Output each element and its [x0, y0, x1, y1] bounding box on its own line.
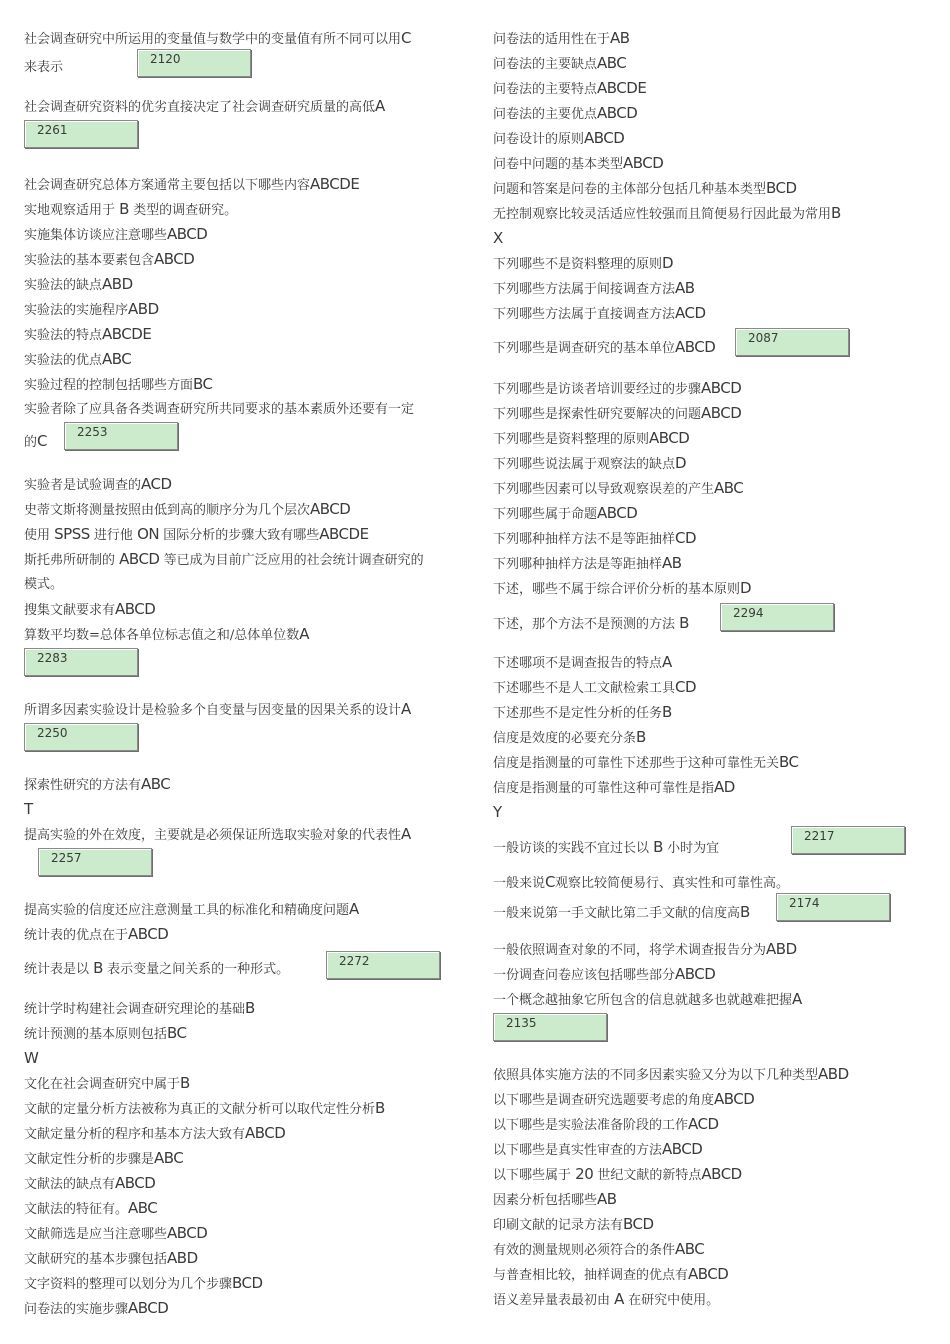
question-text: 下列哪些方法属于间接调查方法: [493, 282, 676, 297]
question-text: 史蒂文斯将测量按照由低到高的顺序分为几个层次: [24, 503, 311, 518]
answer-box[interactable]: 2261: [24, 120, 138, 148]
question-text: 下列哪种抽样方法是等距抽样: [493, 557, 663, 572]
answer-text: A: [662, 653, 672, 671]
answer-text: A: [614, 1290, 624, 1308]
question-text: 下列哪些方法属于直接调查方法: [493, 307, 676, 322]
answer-text: ABC: [128, 1199, 158, 1217]
question-text: 模式。: [24, 577, 64, 592]
list-item: [24, 397, 464, 454]
question-text: 下列哪些是调查研究的基本单位: [493, 341, 676, 356]
question-text: 下列哪些说法属于观察法的缺点: [493, 457, 676, 472]
list-item: [493, 1187, 913, 1212]
answer-text: ABCD: [115, 600, 156, 618]
list-item: [24, 1221, 464, 1246]
answer-text: D: [740, 579, 752, 597]
list-item: [493, 551, 913, 576]
answer-box[interactable]: 2087: [735, 328, 849, 356]
question-text: 以下哪些属于: [493, 1168, 572, 1183]
answer-text: B: [375, 1099, 385, 1117]
answer-text: AD: [714, 778, 735, 796]
list-item: [493, 576, 913, 601]
answer-text: ABCD: [688, 1265, 729, 1283]
list-item: [493, 176, 913, 201]
list-item: [24, 222, 464, 247]
question-text: 信度是指测量的可靠性下述那些于这种可靠性无关: [493, 756, 780, 771]
question-text: 文献定量分析的程序和基本方法大致有: [24, 1127, 246, 1142]
list-item: [493, 1112, 913, 1137]
question-text: 文献定性分析的步骤是: [24, 1152, 155, 1167]
question-text: 下述那些不是定性分析的任务: [493, 706, 663, 721]
question-text: 社会调查研究中所运用的变量值与数学中的变量值有所不同可以用: [24, 32, 402, 47]
question-text: 下列哪些属于命题: [493, 507, 598, 522]
answer-text: ABCD: [115, 1174, 156, 1192]
list-item: [24, 622, 464, 675]
question-text: 问卷法的主要特点: [493, 82, 598, 97]
list-item: [24, 1171, 464, 1196]
list-item: [24, 1096, 464, 1121]
section-letter: W: [24, 1049, 39, 1067]
list-item: [493, 401, 913, 426]
answer-text: A: [401, 700, 411, 718]
answer-text: ACD: [675, 304, 706, 322]
question-text: 与普查相比较，抽样调查的优点有: [493, 1268, 689, 1283]
answer-text: A: [299, 625, 310, 643]
question-text: 统计表是以: [24, 962, 90, 977]
question-text: 表示变量之间关系的一种形式。: [107, 962, 290, 977]
question-text: 问卷设计的原则: [493, 132, 585, 147]
question-text: 文献筛选是应当注意哪些: [24, 1227, 168, 1242]
question-text: 实验者是试验调查的: [24, 478, 142, 493]
answer-box[interactable]: 2283: [24, 648, 138, 676]
question-text: 一个概念越抽象它所包含的信息就越多也就越难把握: [493, 993, 793, 1008]
answer-text: ABCD: [245, 1124, 286, 1142]
question-text: 文字资料的整理可以划分为几个步骤: [24, 1277, 233, 1292]
question-text: 国际分析的步骤大致有哪些: [163, 528, 320, 543]
list-item: [493, 101, 913, 126]
question-text: 世纪文献的新特点: [597, 1168, 702, 1183]
question-text: 下列哪些是探索性研究要解决的问题: [493, 407, 702, 422]
list-item: [493, 937, 913, 962]
list-item: [493, 1087, 913, 1112]
question-text: 一般来说第一手文献比第二手文献的信度高: [493, 906, 741, 921]
answer-text: BC: [167, 1024, 187, 1042]
question-text: 所谓多因素实验设计是检验多个自变量与因变量的因果关系的设计: [24, 703, 402, 718]
question-text: 社会调查研究总体方案通常主要包括以下哪些内容: [24, 178, 311, 193]
question-text: 信度是效度的必要充分条: [493, 731, 637, 746]
answer-text: ABC: [714, 479, 744, 497]
answer-text: B: [180, 1074, 190, 1092]
answer-box[interactable]: 2135: [493, 1013, 607, 1041]
list-item: [493, 987, 913, 1040]
question-text: 有效的测量规则必须符合的条件: [493, 1243, 676, 1258]
question-text: 问卷法的适用性在于: [493, 32, 611, 47]
answer-text: ABCD: [597, 104, 638, 122]
answer-box[interactable]: 2120: [137, 49, 251, 77]
list-item: [24, 597, 464, 622]
answer-text: ABCD: [649, 429, 690, 447]
list-item: [493, 775, 913, 800]
answer-text: B: [740, 903, 750, 921]
list-item: [24, 94, 464, 147]
question-text: 小时为宜: [667, 841, 720, 856]
question-text: 斯托弗所研制的: [24, 553, 116, 568]
list-item: [493, 870, 913, 895]
list-item: [24, 297, 464, 322]
question-text: 下列哪些因素可以导致观察误差的产生: [493, 482, 715, 497]
list-item: [493, 1212, 913, 1237]
right-column: [493, 26, 913, 1312]
question-text: 探索性研究的方法有: [24, 778, 142, 793]
list-item: [24, 697, 464, 750]
list-item: [24, 1121, 464, 1146]
question-text: 实验者除了应具备各类调查研究所共同要求的基本素质外还要有一定: [24, 402, 415, 417]
list-item: [493, 601, 913, 641]
question-text: 搜集文献要求有: [24, 603, 116, 618]
answer-text: A: [375, 97, 385, 115]
answer-text: ABD: [102, 275, 133, 293]
list-item: [493, 426, 913, 451]
question-text: 下列哪些是访谈者培训要经过的步骤: [493, 382, 702, 397]
section-letter: Y: [493, 803, 502, 821]
answer-text: ACD: [688, 1115, 719, 1133]
question-text: 实验法的优点: [24, 353, 103, 368]
question-text: 无控制观察比较灵活适应性较强而且简便易行因此最为常用: [493, 207, 832, 222]
list-item: [493, 675, 913, 700]
answer-text: BC: [779, 753, 799, 771]
list-item: [24, 1146, 464, 1171]
answer-text: CD: [675, 678, 697, 696]
list-item: [493, 76, 913, 101]
list-item: [493, 725, 913, 750]
answer-text: ABCD: [167, 225, 208, 243]
question-text: 算数平均数=总体各单位标志值之和/总体单位数: [24, 628, 300, 643]
answer-text: CD: [675, 529, 697, 547]
answer-text: ABCD: [128, 1299, 169, 1317]
answer-text: ABCDE: [102, 325, 152, 343]
question-text: 语义差异量表最初由: [493, 1293, 611, 1308]
question-text: 实验法的实施程序: [24, 303, 129, 318]
answer-text: ABCD: [701, 404, 742, 422]
question-text: 观察比较简便易行、真实性和可靠性高。: [555, 876, 790, 891]
list-item: [493, 1262, 913, 1287]
answer-text: BCD: [623, 1215, 654, 1233]
answer-text: D: [662, 254, 674, 272]
question-text: 问卷法的实施步骤: [24, 1302, 129, 1317]
question-text: 统计预测的基本原则包括: [24, 1027, 168, 1042]
question-text: 以下哪些是真实性审查的方法: [493, 1143, 663, 1158]
list-item: [493, 201, 913, 226]
answer-box[interactable]: 2257: [38, 848, 152, 876]
list-item: [493, 700, 913, 725]
answer-box[interactable]: 2250: [24, 723, 138, 751]
answer-text: BCD: [766, 179, 797, 197]
answer-text: AB: [675, 279, 695, 297]
list-item: [493, 301, 913, 326]
question-text: 印刷文献的记录方法有: [493, 1218, 624, 1233]
list-item: [24, 1196, 464, 1221]
list-item: [493, 750, 913, 775]
answer-text: ABD: [128, 300, 159, 318]
question-text: 来表示: [24, 60, 64, 75]
answer-text: B: [119, 200, 129, 218]
list-item: [24, 947, 464, 987]
question-text: 以下哪些是调查研究选题要考虑的角度: [493, 1093, 715, 1108]
question-text: 文献法的特征有。: [24, 1202, 129, 1217]
answer-text: ABCD: [584, 129, 625, 147]
list-item: [493, 276, 913, 301]
answer-text: A: [792, 990, 802, 1008]
question-text: 下列哪些是资料整理的原则: [493, 432, 650, 447]
answer-text: ABCD: [167, 1224, 208, 1242]
answer-text: D: [675, 454, 687, 472]
answer-text: ABCDE: [310, 175, 360, 193]
question-text: 依照具体实施方法的不同多因素实验又分为以下几种类型: [493, 1068, 819, 1083]
question-text: 的: [24, 435, 38, 450]
list-item: [24, 372, 464, 397]
answer-text: B: [636, 728, 646, 746]
list-item: [24, 197, 464, 222]
question-text: 实验过程的控制包括哪些方面: [24, 378, 194, 393]
question-text: 问卷法的主要优点: [493, 107, 598, 122]
list-item: [493, 251, 913, 276]
list-item: [24, 172, 464, 197]
question-text: 下列哪些不是资料整理的原则: [493, 257, 663, 272]
answer-box[interactable]: 2294: [720, 603, 834, 631]
answer-text: ABCD: [154, 250, 195, 268]
answer-text: AB: [610, 29, 630, 47]
list-item: [493, 376, 913, 401]
list-item: [24, 822, 464, 875]
answer-text: B: [245, 999, 255, 1017]
list-item: [493, 1287, 913, 1312]
question-text: 文献的定量分析方法被称为真正的文献分析可以取代定性分析: [24, 1102, 376, 1117]
list-item: [493, 51, 913, 76]
list-item: [24, 772, 464, 797]
question-text: 实验法的特点: [24, 328, 103, 343]
question-text: 实地观察适用于: [24, 203, 116, 218]
question-text: 等已成为目前广泛应用的社会统计调查研究的: [163, 553, 424, 568]
answer-text: AB: [597, 1190, 617, 1208]
question-text: 下述，哪些不属于综合评价分析的基本原则: [493, 582, 741, 597]
question-text: 下述哪项不是调查报告的特点: [493, 656, 663, 671]
question-text: 下列哪种抽样方法不是等距抽样: [493, 532, 676, 547]
question-text: 文献法的缺点有: [24, 1177, 116, 1192]
question-text: 类型的调查研究。: [133, 203, 238, 218]
list-item: [24, 26, 464, 79]
question-text: 一般来说: [493, 876, 546, 891]
answer-text: C: [401, 29, 411, 47]
answer-text: ABC: [102, 350, 132, 368]
question-text: 下述哪些不是人工文献检索工具: [493, 681, 676, 696]
answer-text: ABD: [167, 1249, 198, 1267]
answer-text: ABCDE: [597, 79, 647, 97]
list-item: [493, 650, 913, 675]
question-text: 因素分析包括哪些: [493, 1193, 598, 1208]
list-item: [493, 501, 913, 526]
question-text: 问卷中问题的基本类型: [493, 157, 624, 172]
list-item: [493, 1062, 913, 1087]
answer-text: ABC: [154, 1149, 184, 1167]
list-item: [24, 347, 464, 372]
list-item: [493, 1137, 913, 1162]
answer-text: ON: [137, 525, 160, 543]
list-item: [493, 326, 913, 366]
list-item: [493, 526, 913, 551]
answer-text: B: [93, 959, 103, 977]
answer-text: ABC: [141, 775, 171, 793]
question-text: 以下哪些是实验法准备阶段的工作: [493, 1118, 689, 1133]
question-text: 问题和答案是问卷的主体部分包括几种基本类型: [493, 182, 767, 197]
question-text: 实验法的基本要素包含: [24, 253, 155, 268]
list-item: [493, 1162, 913, 1187]
question-text: 一份调查问卷应该包括哪些部分: [493, 968, 676, 983]
answer-text: ABCD: [701, 1165, 742, 1183]
list-item: [24, 322, 464, 347]
question-text: 提高实验的外在效度，主要就是必须保证所选取实验对象的代表性: [24, 828, 402, 843]
list-item: [24, 1021, 464, 1046]
list-item: [24, 1246, 464, 1271]
answer-text: A: [401, 825, 411, 843]
question-text: 统计表的优点在于: [24, 928, 129, 943]
answer-text: ABCD: [701, 379, 742, 397]
list-item: [493, 126, 913, 151]
question-text: 下述，那个方法不是预测的方法: [493, 617, 676, 632]
list-item: [24, 996, 464, 1021]
question-text: 提高实验的信度还应注意测量工具的标准化和精确度问题: [24, 903, 350, 918]
answer-text: B: [653, 838, 663, 856]
answer-text: ABCD: [128, 925, 169, 943]
question-text: 统计学时构建社会调查研究理论的基础: [24, 1002, 246, 1017]
list-item: [24, 1271, 464, 1296]
question-text: 使用: [24, 528, 51, 543]
list-item: [24, 1296, 464, 1321]
answer-text: ABCD: [310, 500, 351, 518]
answer-text: A: [349, 900, 359, 918]
list-item: [493, 151, 913, 176]
answer-text: ABCD: [119, 550, 160, 568]
answer-text: ABC: [597, 54, 627, 72]
list-item: [493, 476, 913, 501]
answer-text: C: [545, 873, 555, 891]
answer-text: SPSS: [54, 525, 90, 543]
left-column: [24, 26, 464, 1321]
answer-text: ABCD: [662, 1140, 703, 1158]
list-item: [24, 522, 464, 547]
answer-text: ABCD: [675, 965, 716, 983]
answer-text: ABCDE: [319, 525, 369, 543]
question-text: 进行他: [93, 528, 133, 543]
question-text: 在研究中使用。: [628, 1293, 720, 1308]
answer-text: B: [831, 204, 841, 222]
list-item: [493, 1237, 913, 1262]
answer-box[interactable]: 2253: [64, 422, 178, 450]
list-item: [493, 895, 913, 930]
question-text: 一般依照调查对象的不同，将学术调查报告分为: [493, 943, 767, 958]
answer-text: ACD: [141, 475, 172, 493]
question-text: 问卷法的主要缺点: [493, 57, 598, 72]
answer-box[interactable]: 2174: [776, 893, 890, 921]
list-item: [24, 247, 464, 272]
question-text: 文献研究的基本步骤包括: [24, 1252, 168, 1267]
list-item: [493, 962, 913, 987]
answer-text: AB: [662, 554, 682, 572]
answer-text: ABCD: [597, 504, 638, 522]
list-item: [24, 1071, 464, 1096]
answer-text: ABCD: [623, 154, 664, 172]
list-item: [493, 825, 913, 865]
list-item: [24, 472, 464, 497]
list-item: [24, 897, 464, 922]
question-text: 社会调查研究资料的优劣直接决定了社会调查研究质量的高低: [24, 100, 376, 115]
answer-text: B: [679, 614, 689, 632]
answer-text: ABD: [818, 1065, 849, 1083]
answer-text: ABCD: [675, 338, 716, 356]
section-letter: X: [493, 229, 503, 247]
question-text: 实施集体访谈应注意哪些: [24, 228, 168, 243]
list-item: [24, 497, 464, 522]
answer-text: ABCD: [714, 1090, 755, 1108]
list-item: [493, 451, 913, 476]
question-text: 实验法的缺点: [24, 278, 103, 293]
answer-text: BCD: [232, 1274, 263, 1292]
answer-text: B: [662, 703, 672, 721]
question-text: 文化在社会调查研究中属于: [24, 1077, 181, 1092]
list-item: [24, 272, 464, 297]
answer-text: BC: [193, 375, 213, 393]
list-item: [24, 922, 464, 947]
answer-box[interactable]: 2272: [326, 951, 440, 979]
list-item: [493, 26, 913, 51]
answer-text: C: [37, 432, 47, 450]
answer-text: ABC: [675, 1240, 705, 1258]
answer-text: ABD: [766, 940, 797, 958]
answer-box[interactable]: 2217: [791, 826, 905, 854]
list-item: [24, 547, 464, 597]
answer-text: 20: [575, 1165, 594, 1183]
question-text: 信度是指测量的可靠性这种可靠性是指: [493, 781, 715, 796]
section-letter: T: [24, 800, 33, 818]
question-text: 一般访谈的实践不宜过长以: [493, 841, 650, 856]
